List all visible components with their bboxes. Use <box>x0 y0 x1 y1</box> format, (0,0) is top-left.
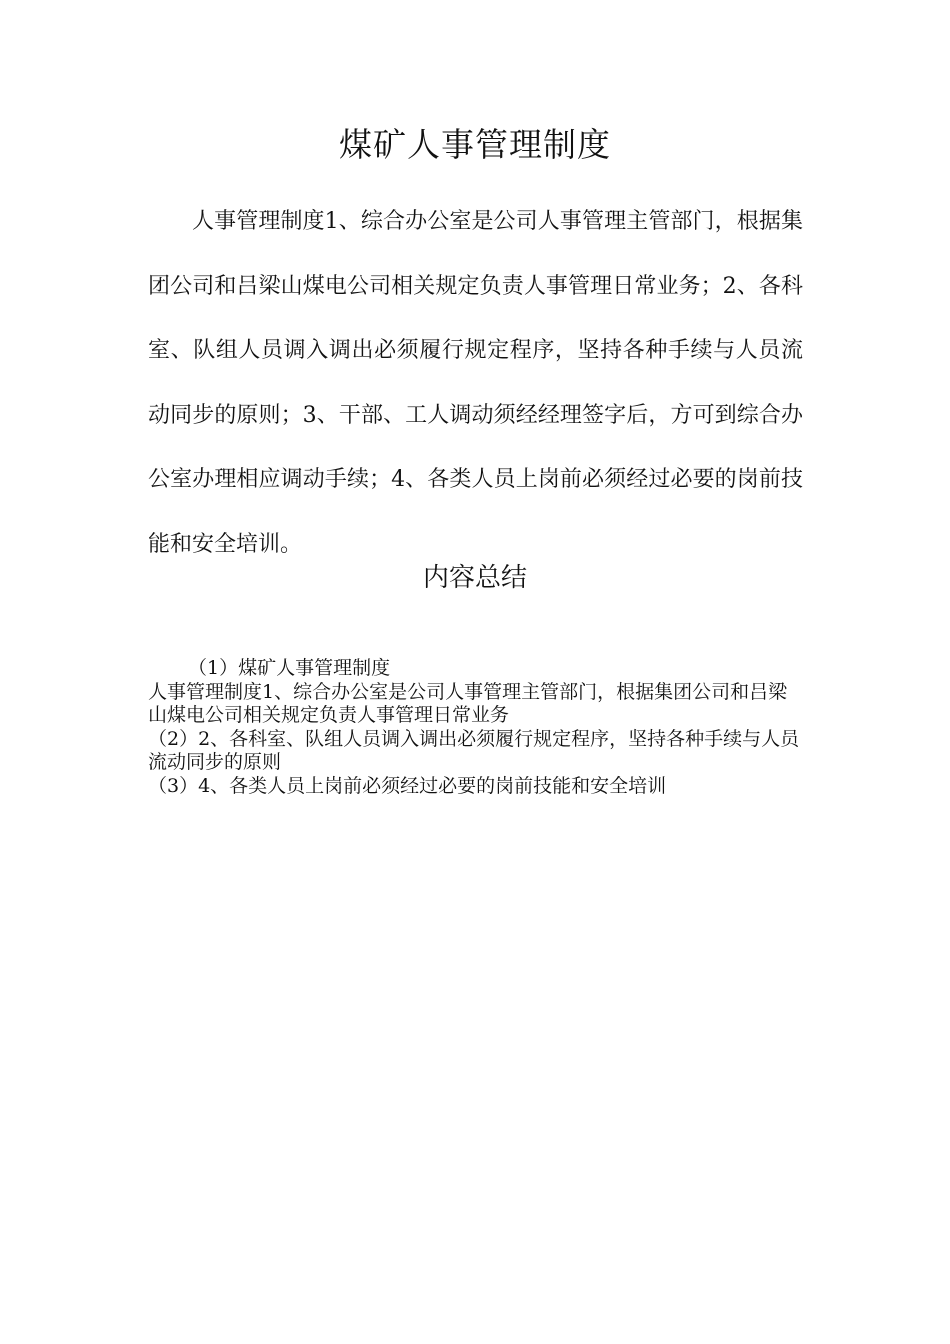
summary-item-3-text: （3）4、各类人员上岗前必须经过必要的岗前技能和安全培训 <box>148 774 667 797</box>
summary-item-1-text: 人事管理制度1、综合办公室是公司人事管理主管部门，根据集团公司和吕梁山煤电公司相关规定负责人事管理日常业务 <box>148 680 788 726</box>
document-title: 煤矿人事管理制度 <box>339 125 611 164</box>
document-body: 人事管理制度1、综合办公室是公司人事管理主管部门，根据集团公司和吕梁山煤电公司相关规定负责人事管理日常业务；2、各科室、队组人员调入调出必须履行规定程序，坚持各种手续与人员流动同步的原则；3、干部、工人调动须经经理签字后，方可到综合办公室办理相应调动手续；4、各类人员上岗前必须经过必要的岗前技能和安全培训。 <box>148 209 803 557</box>
summary-item-2-text: （2）2、各科室、队组人员调入调出必须履行规定程序，坚持各种手续与人员流动同步的原则 <box>148 727 800 773</box>
summary-title: 内容总结 <box>422 563 527 593</box>
summary-section <box>148 657 803 798</box>
summary-item-1-heading: （1）煤矿人事管理制度 <box>188 657 391 679</box>
